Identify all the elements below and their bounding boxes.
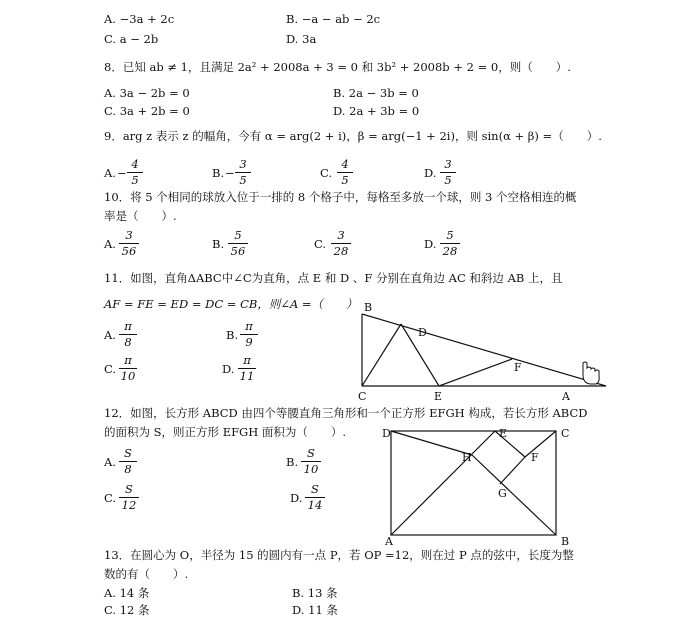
q11-option-b-denominator: 9 xyxy=(245,335,253,349)
q12-label-f: F xyxy=(531,451,539,464)
q12-option-b-denominator: 10 xyxy=(303,462,319,476)
q8-option-d: D. 2a + 3b = 0 xyxy=(333,104,420,118)
q11-option-a-label: A. xyxy=(104,328,116,342)
q12-segment-hb xyxy=(472,455,556,535)
q12-option-a-denominator: 8 xyxy=(124,462,132,476)
q7-option-d: D. 3a xyxy=(286,32,317,46)
q10-option-c-denominator: 28 xyxy=(333,244,349,258)
q11-option-c-denominator: 10 xyxy=(120,369,136,383)
q8-option-c: C. 3a + 2b = 0 xyxy=(104,104,190,118)
q11-label-e: E xyxy=(434,390,443,403)
q11-option-d-numerator: π xyxy=(238,354,256,369)
q13-stem-line2: 数的有（ ）. xyxy=(104,567,189,581)
q12-segment-fc xyxy=(525,431,556,457)
q9-option-d-denominator: 5 xyxy=(444,173,452,187)
q9-option-a-denominator: 5 xyxy=(131,173,139,187)
q12-segment-fg xyxy=(500,457,525,484)
q9-option-a-numerator: 4 xyxy=(127,158,143,173)
q8-stem: 8．已知 ab ≠ 1，且满足 2a² + 2008a + 3 = 0 和 3b² + 2008b + 2 = 0，则（ ）. xyxy=(104,60,571,74)
q12-segment-dh xyxy=(391,431,472,455)
q10-option-d-label: D. xyxy=(424,237,437,251)
q12-label-b: B xyxy=(561,535,570,548)
q10-option-c-label: C. xyxy=(314,237,327,251)
q11-label-d: D xyxy=(418,326,427,339)
q13-option-a: A. 14 条 xyxy=(104,586,150,600)
q9-option-b-sign: − xyxy=(225,166,235,180)
q11-option-b-numerator: π xyxy=(240,320,258,335)
q10-option-a-label: A. xyxy=(104,237,116,251)
q12-stem-line2: 的面积为 S，则正方形 EFGH 面积为（ ）. xyxy=(104,425,347,439)
q9-option-d-numerator: 3 xyxy=(440,158,456,173)
q12-label-a: A xyxy=(385,535,393,548)
q12-stem-line1: 12．如图，长方形 ABCD 由四个等腰直角三角形和一个正方形 EFGH 构成，若长方形 ABCD xyxy=(104,406,588,420)
q9-option-a-label: A. xyxy=(104,166,116,180)
q13-stem-line1: 13．在圆心为 O，半径为 15 的圆内有一点 P，若 OP =12，则在过 P 点的弦中，长度为整 xyxy=(104,548,574,562)
q12-option-a-numerator: S xyxy=(119,447,137,462)
q12-rectangle-abcd xyxy=(391,431,556,535)
q12-option-b-numerator: S xyxy=(301,447,321,462)
q12-option-d-label: D. xyxy=(290,491,303,505)
q9-stem: 9．arg z 表示 z 的幅角，今有 α = arg(2 + i)，β = arg(−1 + 2i)，则 sin(α + β) =（ ）. xyxy=(104,129,602,143)
q10-option-c-numerator: 3 xyxy=(331,229,351,244)
q12-option-a-label: A. xyxy=(104,455,116,469)
q7-option-b: B. −a − ab − 2c xyxy=(286,12,381,26)
q7-option-a: A. −3a + 2c xyxy=(104,12,175,26)
q13-option-c: C. 12 条 xyxy=(104,603,150,617)
q11-option-c-label: C. xyxy=(104,362,117,376)
q8-option-b: B. 2a − 3b = 0 xyxy=(333,86,419,100)
q11-option-a-denominator: 8 xyxy=(124,335,132,349)
q12-label-h: H xyxy=(462,451,472,464)
q12-option-c-denominator: 12 xyxy=(121,498,137,512)
q11-label-f: F xyxy=(514,361,522,374)
q9-option-b-numerator: 3 xyxy=(235,158,251,173)
q10-option-b-numerator: 5 xyxy=(228,229,248,244)
q7-option-c: C. a − 2b xyxy=(104,32,159,46)
q12-label-c: C xyxy=(561,427,570,440)
q12-option-d-denominator: 14 xyxy=(307,498,323,512)
q12-option-b-label: B. xyxy=(286,455,299,469)
q10-stem-line1: 10．将 5 个相同的球放入位于一排的 8 个格子中，每格至多放一个球，则 3 个空格相连的概 xyxy=(104,190,577,204)
q9-option-c-label: C. xyxy=(320,166,333,180)
q12-label-g: G xyxy=(498,487,507,500)
q11-option-a-numerator: π xyxy=(119,320,137,335)
q9-option-c-numerator: 4 xyxy=(337,158,353,173)
q11-label-c: C xyxy=(358,390,367,403)
q12-option-c-numerator: S xyxy=(119,483,139,498)
q10-stem-line2: 率是（ ）. xyxy=(104,209,177,223)
q10-option-b-label: B. xyxy=(212,237,225,251)
q11-label-a: A xyxy=(562,390,570,403)
q9-option-a-sign: − xyxy=(117,166,127,180)
q8-option-a: A. 3a − 2b = 0 xyxy=(104,86,190,100)
q9-option-b-denominator: 5 xyxy=(239,173,247,187)
q10-option-a-denominator: 56 xyxy=(121,244,137,258)
q10-option-d-denominator: 28 xyxy=(442,244,458,258)
q11-stem-line1: 11．如图，直角ΔABC中∠C为直角，点 E 和 D 、F 分别在直角边 AC 和斜边 AB 上，且 xyxy=(104,271,563,285)
q11-option-b-label: B. xyxy=(226,328,239,342)
q12-label-d: D xyxy=(382,427,391,440)
q12-option-d-numerator: S xyxy=(305,483,325,498)
q11-option-c-numerator: π xyxy=(119,354,137,369)
q10-option-a-numerator: 3 xyxy=(119,229,139,244)
q11-stem-line2: AF = FE = ED = DC = CB，则∠A =（ ） xyxy=(104,297,358,311)
q10-option-d-numerator: 5 xyxy=(440,229,460,244)
q10-option-b-denominator: 56 xyxy=(230,244,246,258)
q12-option-c-label: C. xyxy=(104,491,117,505)
q11-option-d-denominator: 11 xyxy=(239,369,255,383)
q11-label-b: B xyxy=(364,301,373,314)
q13-option-d: D. 11 条 xyxy=(292,603,338,617)
q9-option-d-label: D. xyxy=(424,166,437,180)
q12-label-e: E xyxy=(499,427,508,440)
q9-option-b-label: B. xyxy=(212,166,225,180)
q9-option-c-denominator: 5 xyxy=(341,173,349,187)
q13-option-b: B. 13 条 xyxy=(292,586,338,600)
q11-option-d-label: D. xyxy=(222,362,235,376)
